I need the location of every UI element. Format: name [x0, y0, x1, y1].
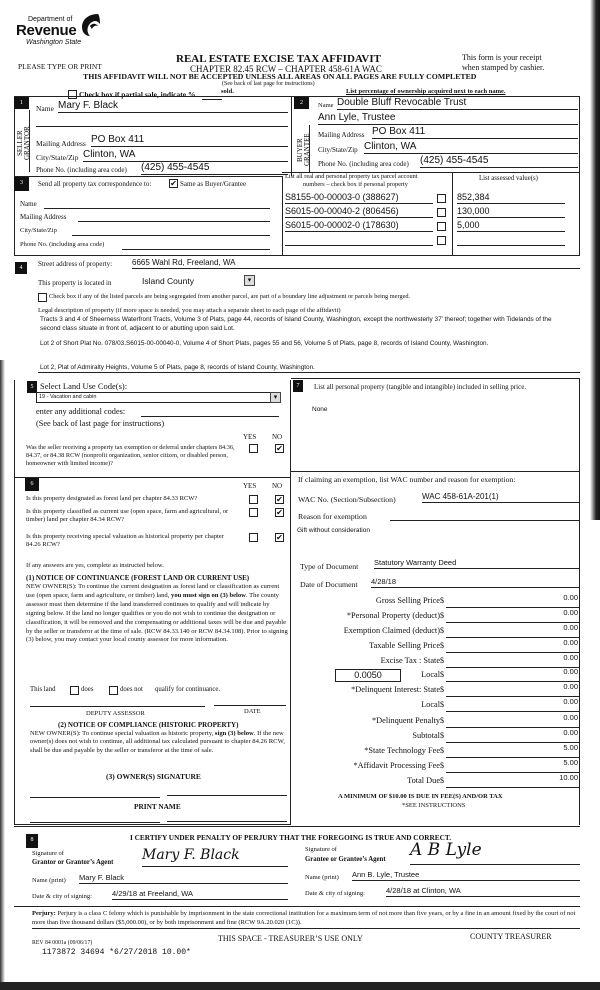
parcel-value-2[interactable]: 130,000	[457, 206, 565, 218]
logo-line2: Revenue	[16, 22, 77, 39]
street-field[interactable]: 6665 Wahl Rd, Freeland, WA	[132, 258, 580, 269]
dollar-sign: $	[440, 731, 444, 740]
land-use-yes-header: YES	[243, 433, 257, 441]
forest-land-question: Is this property designated as forest land per chapter 84.33 RCW?	[26, 495, 198, 502]
owner-signature-label: (3) OWNER(S) SIGNATURE	[106, 772, 201, 781]
does-checkbox[interactable]	[70, 686, 79, 695]
grantee-name-field[interactable]: Ann B. Lyle, Trustee	[352, 870, 580, 881]
does-not-checkbox[interactable]	[109, 686, 118, 695]
doc-date-label: Date of Document	[300, 580, 358, 589]
land-use-dropdown-icon[interactable]: ▾	[270, 392, 281, 403]
logo-line1: Department of	[28, 16, 73, 23]
dollar-sign: $	[440, 626, 444, 635]
gross-selling-price-label: Gross Selling Price	[375, 596, 440, 605]
sold-label: sold.	[221, 88, 234, 95]
receipt-note-1: This form is your receipt	[462, 53, 542, 62]
parcel-personal-checkbox-4[interactable]	[437, 236, 446, 245]
grantee-signature[interactable]: A B Lyle	[410, 840, 580, 865]
same-as-buyer-checkbox[interactable]: ✔	[170, 179, 177, 188]
seller-name-field[interactable]: Mary F. Black	[58, 100, 288, 113]
personal-property-deduct-label: *Personal Property (deduct)	[346, 611, 440, 620]
state-technology-fee-value[interactable]: 5.00	[563, 743, 578, 752]
taxable-selling-price-value[interactable]: 0.00	[563, 638, 578, 647]
forest-land-yes-checkbox[interactable]	[249, 495, 258, 504]
legal-description-3[interactable]: Lot 2, Plat of Admiralty Heights, Volume 5 of Plats, page 8, records of Island County, Washington.	[40, 364, 315, 371]
segregated-checkbox[interactable]	[38, 293, 47, 302]
corr-name-label: Name	[20, 200, 37, 208]
please-type-label: PLEASE TYPE OR PRINT	[18, 62, 102, 71]
notice2-title: (2) NOTICE OF COMPLIANCE (HISTORIC PROPERTY)	[58, 721, 239, 729]
scan-edge-left	[0, 360, 5, 990]
wac-label: WAC No. (Section/Subsection)	[298, 495, 396, 504]
legal-description-2[interactable]: Lot 2 of Short Plat No. 078/03.S6015-00-00040-0, Volume 4 of Short Plats, pages 55 and 56, Volume 5 of Plats, page 8, records of Island County, Washington.	[40, 340, 489, 347]
parcels-header-1: List all real and personal property tax parcel account	[285, 173, 418, 180]
buyer-mailing-label: Mailing Address	[318, 131, 365, 139]
rev-label: REV 84 0001a (09/06/17)	[32, 940, 93, 946]
print-name-label: PRINT NAME	[134, 802, 181, 811]
exemption-question: Was the seller receiving a property tax exemption or deferral under chapters 84.36, 84.37, or 84.38 RCW (nonprofit organization, senior citizen, or disabled person, homeowner with limited income)?	[26, 444, 235, 467]
notice2-body-a: NEW OWNER(S): To continue special valuation as historic property,	[30, 730, 215, 737]
grantee-sig-label-1: Signature of	[305, 846, 337, 853]
treasurer-stamp: 1173872 34694 *6/27/2018 10.00*	[42, 948, 191, 957]
county-dropdown-icon[interactable]: ▾	[244, 275, 255, 286]
buyer-city-field[interactable]: Clinton, WA	[364, 141, 578, 154]
grantee-date-field[interactable]: 4/28/18 at Clinton, WA	[386, 886, 580, 897]
land-use-label: Select Land Use Code(s):	[40, 381, 128, 391]
see-instructions-note: *SEE INSTRUCTIONS	[402, 802, 466, 809]
notice2-body-b: . If the new owner(s) does not wish to continue, all additional tax calculated pursuant to chapter 84.26 RCW, shall be due and payable by the seller or transferor at the time of sale.	[30, 730, 285, 754]
affidavit-processing-fee-label: *Affidavit Processing Fee	[353, 761, 440, 770]
parcel-personal-checkbox-2[interactable]	[437, 208, 446, 217]
delinquent-interest-state-value[interactable]: 0.00	[563, 682, 578, 691]
seller-name2-field[interactable]	[36, 114, 288, 127]
parcel-personal-checkbox-1[interactable]	[437, 194, 446, 203]
seller-name-label: Name	[36, 104, 54, 113]
buyer-side-label: BUYER GRANTEE	[296, 133, 311, 167]
reason-value[interactable]: Gift without consideration	[297, 527, 370, 534]
notice2-body-bold: sign (3) below	[214, 730, 254, 737]
s6-yes-header: YES	[243, 482, 257, 490]
grantor-date-field[interactable]: 4/29/18 at Freeland, WA	[112, 889, 288, 900]
if-yes-note: If any answers are yes, complete as instructed below.	[26, 562, 164, 569]
reason-label: Reason for exemption	[298, 512, 367, 521]
instructions-note: (See back of last page for instructions)	[222, 81, 315, 87]
land-use-no-header: NO	[272, 433, 283, 441]
parcel-number-2[interactable]: S6015-00-00040-2 (806456)	[285, 206, 433, 218]
perjury-note	[32, 909, 587, 927]
personal-property-value[interactable]: None	[312, 406, 328, 413]
additional-codes-field[interactable]	[141, 407, 279, 417]
exemption-no-checkbox[interactable]: ✔	[276, 444, 283, 453]
corr-city-field[interactable]	[72, 227, 270, 236]
corr-city-label: City/State/Zip	[20, 227, 57, 234]
located-label: This property is located in	[38, 279, 112, 287]
total-due-value[interactable]: 10.00	[559, 773, 578, 782]
grantee-name-label: Name (print)	[305, 874, 339, 881]
notice1-body	[26, 583, 288, 645]
doc-type-field[interactable]: Statutory Warranty Deed	[374, 558, 580, 569]
exemption-claimed-value[interactable]: 0.00	[563, 623, 578, 632]
buyer-phone-label: Phone No. (including area code)	[318, 160, 409, 168]
notice2-body	[30, 730, 288, 755]
seller-city-label: City/State/Zip	[36, 153, 79, 162]
doc-date-field[interactable]: 4/28/18	[371, 577, 580, 588]
forest-land-no-checkbox[interactable]: ✔	[276, 495, 283, 504]
dollar-sign: $	[440, 685, 444, 694]
delinquent-interest-local-label: Local	[421, 700, 440, 709]
parcel-value-1[interactable]: 852,384	[457, 192, 565, 204]
does-not-label: does not	[120, 686, 143, 693]
grantor-sig-label-2: Grantor or Grantor’s Agent	[32, 859, 114, 866]
receipt-note-2: when stamped by cashier.	[462, 63, 545, 72]
parcel-value-3[interactable]: 5,000	[457, 220, 565, 232]
parcels-header-2: numbers – check box if personal property	[303, 181, 408, 188]
corr-phone-field[interactable]	[122, 241, 270, 250]
exemption-claimed-label: Exemption Claimed (deduct)	[343, 626, 440, 635]
county-treasurer-label: COUNTY TREASURER	[470, 932, 552, 941]
parcel-number-3[interactable]: S6015-00-00002-0 (178630)	[285, 220, 433, 232]
section-8-badge: 8	[26, 834, 38, 848]
section-6-badge: 6	[25, 478, 39, 491]
section-1-badge: 1	[14, 97, 29, 109]
perjury-text: Perjury is a class C felony which is punishable by imprisonment in the state correctional institution for a maximum term of not more than five years, or by a fine in an amount fixed by the court of not more than five thousand dollars ($5,000.00), or by both imprisonment and fine (RCW 9A.20.020 (1C)).	[32, 910, 576, 926]
certify-statement: I CERTIFY UNDER PENALTY OF PERJURY THAT THE FOREGOING IS TRUE AND CORRECT.	[130, 833, 452, 842]
section-7-badge: 7	[293, 380, 303, 392]
historical-no-checkbox[interactable]: ✔	[276, 533, 283, 542]
delinquent-interest-state-label: *Delinquent Interest: State	[351, 685, 440, 694]
land-use-select[interactable]: 19 - Vacation and cabin	[36, 392, 279, 403]
delinquent-interest-local-value[interactable]: 0.00	[563, 697, 578, 706]
notice1-body-a: NEW OWNER(S): To continue the current designation as forest land or classification as current use (open space, farm and agriculture, or timber) land,	[26, 583, 280, 599]
personal-property-deduct-value[interactable]: 0.00	[563, 608, 578, 617]
excise-tax-state-value[interactable]: 0.00	[563, 653, 578, 662]
dollar-sign: $	[440, 776, 444, 785]
corr-mailing-field[interactable]	[78, 213, 270, 222]
logo-line3: Washington State	[26, 39, 82, 46]
segregated-label: Check box if any of the listed parcels are being segregated from another parcel, are part of a boundary line adjustment or parcels being merged.	[49, 293, 411, 300]
historical-question: Is this property receiving special valuation as historical property per chapter 84.26 RCW?	[26, 533, 224, 548]
ownership-note: List percentage of ownership acquired next to each name.	[346, 88, 506, 95]
parcel-number-4[interactable]	[285, 234, 433, 246]
excise-tax-state-label: Excise Tax : State	[380, 656, 440, 665]
local-rate-field[interactable]: 0.0050	[335, 669, 401, 682]
treasurer-space-label: THIS SPACE - TREASURER’S USE ONLY	[218, 934, 363, 943]
exemption-claim-label: If claiming an exemption, list WAC number and reason for exemption:	[298, 475, 516, 484]
buyer-phone-field[interactable]: (425) 455-4545	[420, 155, 578, 168]
notice1-body-bold: you must sign on (3) below	[171, 591, 246, 599]
current-use-question: Is this property classified as current use (open space, farm and agricultural, or timber) land per chapter 84.34 RCW?	[26, 508, 229, 523]
buyer-mailing-field[interactable]: PO Box 411	[372, 126, 578, 139]
parcel-personal-checkbox-3[interactable]	[437, 222, 446, 231]
grantor-date-label: Date & city of signing:	[32, 893, 92, 900]
dollar-sign: $	[440, 700, 444, 709]
grantor-sig-label-1: Signature of	[32, 850, 64, 857]
dollar-sign: $	[440, 761, 444, 770]
buyer-city-label: City/State/Zip	[318, 146, 358, 154]
wave-logo-icon	[80, 12, 102, 38]
buyer-name-label: Name	[318, 102, 334, 109]
perjury-bold: Perjury:	[32, 910, 56, 917]
scan-edge-right	[590, 0, 600, 520]
owner-signature-line-2[interactable]	[167, 795, 287, 796]
legal-description-1[interactable]: Tracts 3 and 4 of Sheerness Waterfront Tracts, Volume 3 of Plats, page 44, records of Island County, Washington, except the northwesterly 37’ thereof; together with Tidelands of the second class situate in front of, adjacent to or abutting upon said Lot.	[40, 316, 552, 332]
grantor-signature[interactable]: Mary F. Black	[142, 847, 288, 867]
additional-codes-label: enter any additional codes:	[36, 407, 126, 416]
page-title: REAL ESTATE EXCISE TAX AFFIDAVIT	[176, 53, 381, 65]
current-use-no-checkbox[interactable]: ✔	[276, 508, 283, 517]
section-4-badge: 4	[15, 262, 27, 274]
section-3-badge: 3	[14, 177, 29, 191]
corr-mailing-label: Mailing Address	[20, 213, 67, 221]
dollar-sign: $	[440, 746, 444, 755]
buyer-name2-field[interactable]: Ann Lyle, Trustee	[318, 112, 578, 125]
assessed-header: List assessed value(s)	[479, 175, 538, 182]
this-land-label: This land	[30, 686, 56, 693]
parcel-value-4[interactable]	[457, 234, 565, 246]
page-subtitle: CHAPTER 82.45 RCW – CHAPTER 458-61A WAC	[190, 64, 382, 74]
delinquent-penalty-value[interactable]: 0.00	[563, 713, 578, 722]
taxable-selling-price-label: Taxable Selling Price	[369, 641, 440, 650]
correspondence-label: Send all property tax correspondence to:	[38, 180, 152, 188]
affidavit-processing-fee-value[interactable]: 5.00	[563, 758, 578, 767]
see-back-label: (See back of last page for instructions)	[36, 419, 165, 428]
excise-tax-local-label: Local	[421, 670, 440, 679]
personal-property-label: List all personal property (tangible and intangible) included in selling price.	[314, 383, 527, 391]
seller-phone-label: Phone No. (including area code)	[36, 166, 127, 174]
exemption-yes-checkbox[interactable]	[249, 444, 258, 453]
dollar-sign: $	[440, 611, 444, 620]
dollar-sign: $	[440, 596, 444, 605]
s6-no-header: NO	[272, 482, 283, 490]
legal-label: Legal description of property (if more space is needed, you may attach a separate sheet to each page of the affidavit)	[38, 307, 341, 314]
street-label: Street address of property:	[38, 260, 113, 268]
notice1-body-b: . The county assessor must then determine if the land transferred continues to qualify and will indicate by signing below. If the land no longer qualifies or you do not wish to continue the designation or classification, it will be removed and the compensating or additional taxes will be due and payable by the seller or transferor at the time of sale. (RCW 84.33.140 or RCW 84.34.108). Prior to signing (3) below, you may contact your local county assessor for more information.	[26, 591, 288, 644]
total-due-label: Total Due	[407, 776, 440, 785]
seller-mailing-field[interactable]: PO Box 411	[91, 134, 288, 147]
deputy-assessor-label: DEPUTY ASSESSOR	[86, 710, 145, 717]
corr-phone-label: Phone No. (including area code)	[20, 241, 105, 248]
historical-yes-checkbox[interactable]	[249, 533, 258, 542]
wac-field[interactable]: WAC 458-61A-201(1)	[422, 492, 580, 503]
section-2-badge: 2	[294, 97, 309, 109]
grantee-date-label: Date & city of signing:	[305, 890, 365, 897]
buyer-name-field[interactable]: Double Bluff Revocable Trust	[337, 97, 578, 110]
current-use-yes-checkbox[interactable]	[249, 508, 258, 517]
gross-selling-price-value[interactable]: 0.00	[563, 593, 578, 602]
scan-edge-bottom	[0, 982, 600, 990]
seller-side-label: SELLER GRANTOR	[16, 126, 31, 160]
dollar-sign: $	[440, 670, 444, 679]
corr-name-field[interactable]	[44, 200, 270, 209]
dollar-sign: $	[440, 656, 444, 665]
print-name-line-1[interactable]	[30, 822, 160, 823]
qualify-label: qualify for continuance.	[155, 686, 221, 693]
date-label: DATE	[244, 708, 261, 715]
grantee-sig-label-2: Grantee or Grantee’s Agent	[305, 856, 386, 863]
owner-signature-line-1[interactable]	[30, 797, 160, 798]
seller-phone-field[interactable]: (425) 455-4545	[141, 162, 288, 175]
notice1-title: (1) NOTICE OF CONTINUANCE (FOREST LAND OR CURRENT USE)	[26, 574, 250, 582]
dollar-sign: $	[440, 716, 444, 725]
dollar-sign: $	[440, 641, 444, 650]
seller-mailing-label: Mailing Address	[36, 139, 86, 148]
grantor-name-field[interactable]: Mary F. Black	[79, 873, 288, 884]
excise-tax-local-value[interactable]: 0.00	[563, 667, 578, 676]
grantor-name-label: Name (print)	[32, 877, 66, 884]
seller-city-field[interactable]: Clinton, WA	[83, 149, 288, 162]
county-select[interactable]: Island County	[142, 276, 194, 286]
parcel-number-1[interactable]: S8155-00-00003-0 (388627)	[285, 192, 433, 204]
print-name-line-2[interactable]	[167, 821, 287, 822]
partial-sale-label: Check box if partial sale, indicate %	[79, 90, 196, 99]
warning-text: THIS AFFIDAVIT WILL NOT BE ACCEPTED UNLESS ALL AREAS ON ALL PAGES ARE FULLY COMPLETED	[83, 72, 477, 81]
same-as-buyer-label: Same as Buyer/Grantee	[180, 180, 247, 188]
state-technology-fee-label: *State Technology Fee	[364, 746, 440, 755]
delinquent-penalty-label: *Delinquent Penalty	[372, 716, 440, 725]
section-5-badge: 5	[27, 381, 37, 393]
reason-line[interactable]	[390, 511, 580, 521]
subtotal-value[interactable]: 0.00	[563, 728, 578, 737]
minimum-note: A MINIMUM OF $10.00 IS DUE IN FEE(S) AND/OR TAX	[338, 793, 503, 800]
logo	[16, 16, 116, 50]
doc-type-label: Type of Document	[300, 562, 359, 571]
does-label: does	[81, 686, 94, 693]
subtotal-label: Subtotal	[412, 731, 440, 740]
